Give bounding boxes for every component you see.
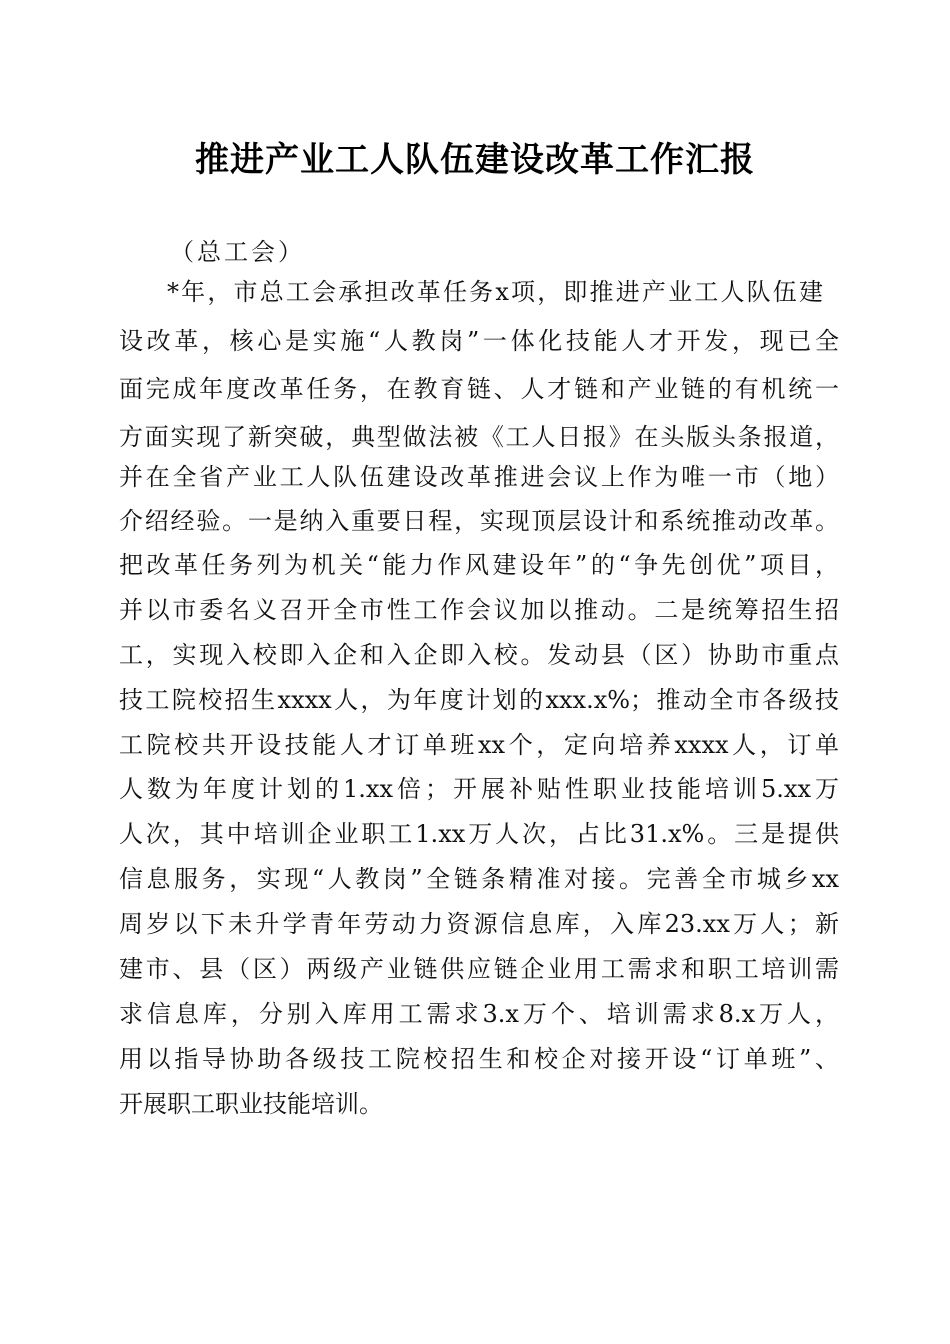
body-line-17: 求信息库，分别入库用工需求3.x万个、培训需求8.x万人， (119, 1000, 839, 1028)
body-line-10: 技工院校招生xxxx人，为年度计划的xxx.x%；推动全市各级技 (119, 686, 839, 714)
body-line-13: 人次，其中培训企业职工1.xx万人次，占比31.x%。三是提供 (119, 820, 839, 848)
body-line-2: 设改革，核心是实施“人教岗”一体化技能人才开发，现已全 (119, 327, 839, 355)
body-line-5: 并在全省产业工人队伍建设改革推进会议上作为唯一市（地） (119, 463, 839, 491)
body-line-8: 并以市委名义召开全市性工作会议加以推动。二是统筹招生招 (119, 596, 839, 624)
body-line-12: 人数为年度计划的1.xx倍；开展补贴性职业技能培训5.xx万 (119, 775, 839, 803)
body-line-7: 把改革任务列为机关“能力作风建设年”的“争先创优”项目， (119, 551, 839, 579)
document-title: 推进产业工人队伍建设改革工作汇报 (195, 140, 755, 180)
body-line-6: 介绍经验。一是纳入重要日程，实现顶层设计和系统推动改革。 (119, 507, 839, 535)
body-line-1: *年，市总工会承担改革任务x项，即推进产业工人队伍建 (167, 278, 823, 306)
body-line-3: 面完成年度改革任务，在教育链、人才链和产业链的有机统一 (119, 375, 839, 403)
body-line-14: 信息服务，实现“人教岗”全链条精准对接。完善全市城乡xx (119, 865, 839, 893)
body-line-11: 工院校共开设技能人才订单班xx个，定向培养xxxx人，订单 (119, 731, 839, 759)
body-line-18: 用以指导协助各级技工院校招生和校企对接开设“订单班”、 (119, 1045, 839, 1073)
body-line-19: 开展职工职业技能培训。 (119, 1090, 383, 1118)
body-line-4: 方面实现了新突破，典型做法被《工人日报》在头版头条报道， (119, 423, 839, 451)
body-line-9: 工，实现入校即入企和入企即入校。发动县（区）协助市重点 (119, 641, 839, 669)
body-line-15: 周岁以下未升学青年劳动力资源信息库，入库23.xx万人；新 (119, 910, 839, 938)
body-line-16: 建市、县（区）两级产业链供应链企业用工需求和职工培训需 (119, 955, 839, 983)
document-organization: （总工会） (170, 238, 305, 266)
